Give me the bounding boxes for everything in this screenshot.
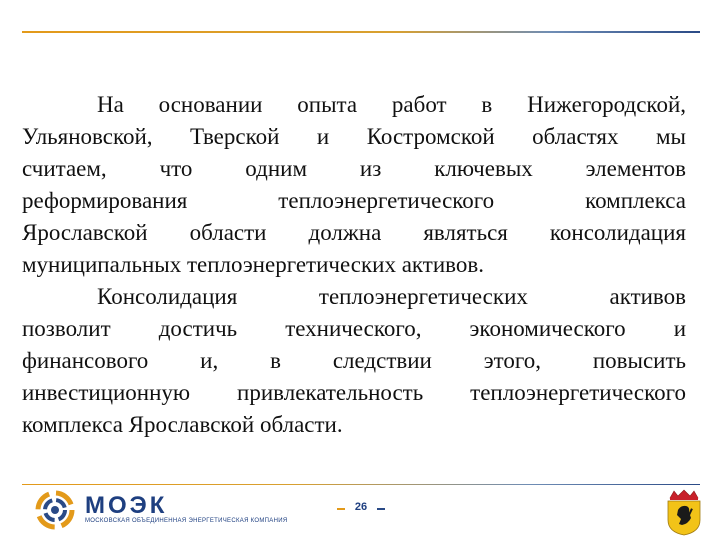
text-line: позволит достичь технического, экономического и [22, 316, 686, 341]
paragraph-1 [22, 89, 686, 281]
logo-subtitle: МОСКОВСКАЯ ОБЪЕДИНЕННАЯ ЭНЕРГЕТИЧЕСКАЯ КОМПАНИЯ [85, 518, 288, 524]
paragraph-2 [22, 281, 686, 441]
footer-divider [22, 484, 700, 485]
page-number-label: 26 [354, 501, 368, 513]
logo-wordmark: МОЭК [85, 492, 168, 519]
moek-logo-icon [35, 490, 75, 530]
text-line: считаем, что одним из ключевых элементов [22, 156, 686, 181]
text-line: муниципальных теплоэнергетических активов. [22, 252, 484, 277]
text-line: Ярославской области должна являться консолидация [22, 220, 686, 245]
slide-body [22, 89, 686, 441]
text-line: реформирования теплоэнергетического комплекса [22, 188, 686, 213]
yaroslavl-coat-of-arms-icon [664, 488, 704, 536]
header-divider [22, 31, 700, 33]
text-line: На основании опыта работ в Нижегородской, [97, 92, 686, 117]
text-line: Консолидация теплоэнергетических активов [97, 284, 686, 309]
page-number-bar-left [337, 508, 345, 510]
company-logo [35, 490, 288, 534]
page-number-bar-right [377, 508, 385, 510]
text-line: инвестиционную привлекательность теплоэнергетического [22, 380, 686, 405]
page-number [337, 500, 385, 520]
text-line: комплекса Ярославской области. [22, 412, 343, 437]
text-line: Ульяновской, Тверской и Костромской областях мы [22, 124, 686, 149]
text-line: финансового и, в следствии этого, повысить [22, 348, 686, 373]
